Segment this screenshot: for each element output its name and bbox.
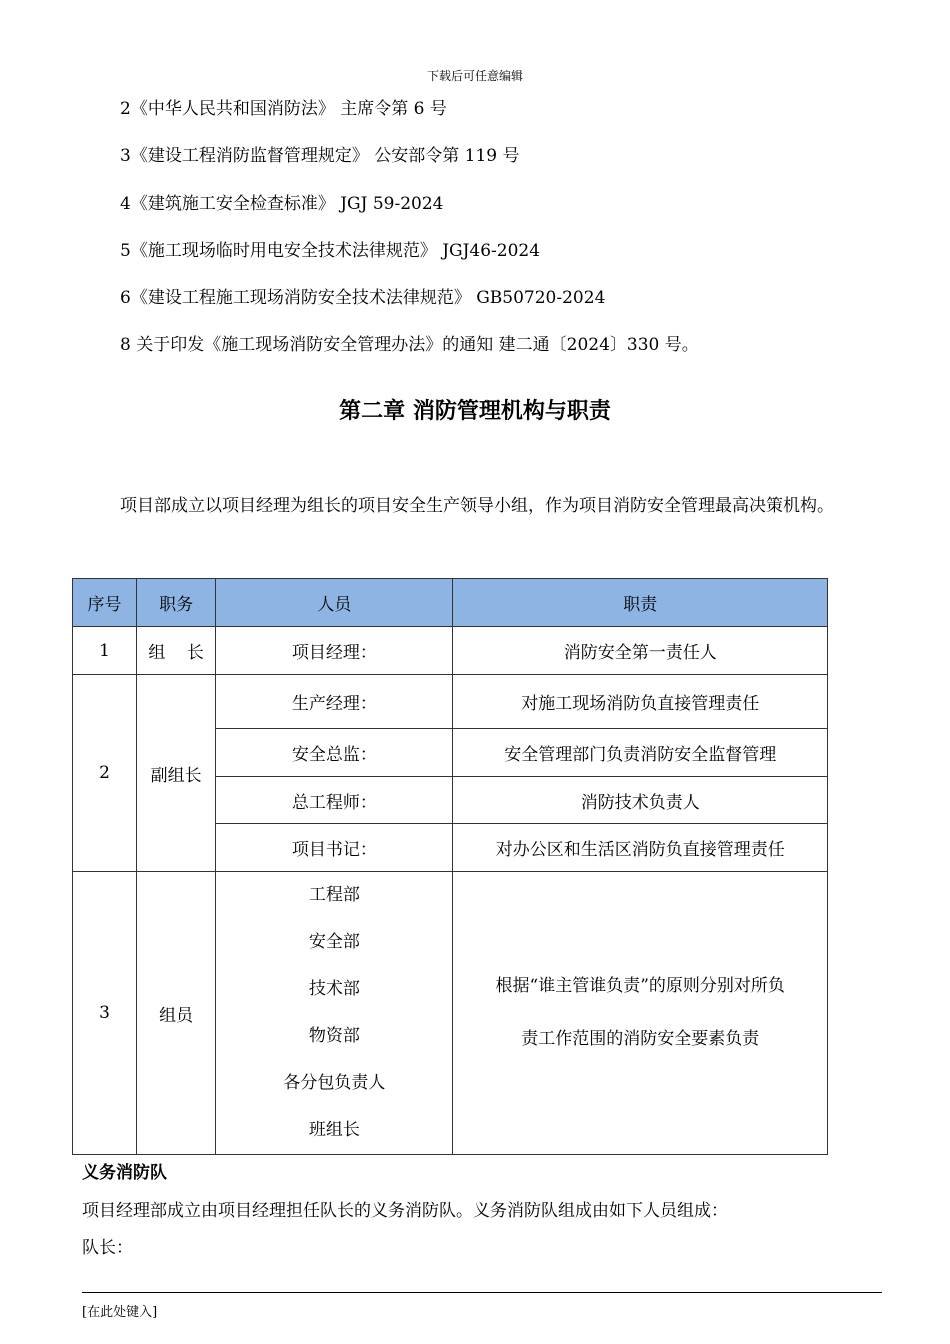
cell-duty xyxy=(453,872,828,1155)
member-item: 班组长 xyxy=(308,1120,360,1140)
reference-item: 3《建设工程消防监督管理规定》 公安部令第 119 号 xyxy=(120,146,520,167)
cell-no: 2 xyxy=(73,675,137,872)
cell-duty: 对施工现场消防负直接管理责任 xyxy=(453,675,828,729)
cell-person: 总工程师： xyxy=(216,777,453,824)
reference-item: 6《建设工程施工现场消防安全技术法律规范》 GB50720-2024 xyxy=(120,288,606,309)
reference-list xyxy=(120,95,699,379)
organization-table xyxy=(72,578,828,1155)
reference-item: 2《中华人民共和国消防法》 主席令第 6 号 xyxy=(120,99,447,119)
cell-duty: 消防安全第一责任人 xyxy=(453,627,828,675)
member-item: 各分包负责人 xyxy=(283,1073,386,1093)
captain-label: 队长： xyxy=(82,1238,133,1258)
intro-paragraph: 项目部成立以项目经理为组长的项目安全生产领导小组，作为项目消防安全管理最高决策机构。 xyxy=(120,496,834,516)
cell-person: 项目书记： xyxy=(216,824,453,872)
member-item: 工程部 xyxy=(308,885,360,905)
cell-duty: 消防技术负责人 xyxy=(453,777,828,824)
cell-role: 组员 xyxy=(137,872,216,1155)
duty-line: 责工作范围的消防安全要素负责 xyxy=(521,1029,760,1049)
cell-role: 副组长 xyxy=(137,675,216,872)
reference-item: 4《建筑施工安全检查标准》 JGJ 59-2024 xyxy=(120,193,444,214)
header-person: 人员 xyxy=(216,579,453,627)
cell-no: 1 xyxy=(73,627,137,675)
member-item: 技术部 xyxy=(308,979,360,999)
table-row xyxy=(73,872,828,1155)
header-role: 职务 xyxy=(137,579,216,627)
member-item: 安全部 xyxy=(308,932,360,952)
header-no: 序号 xyxy=(73,579,137,627)
section-paragraph: 项目经理部成立由项目经理担任队长的义务消防队。义务消防队组成由如下人员组成： xyxy=(82,1201,728,1221)
reference-item: 8 关于印发《施工现场消防安全管理办法》的通知 建二通〔2024〕330 号。 xyxy=(120,335,699,356)
cell-role: 组 长 xyxy=(137,627,216,675)
reference-item: 5《施工现场临时用电安全技术法律规范》 JGJ46-2024 xyxy=(120,240,541,261)
cell-person: 项目经理： xyxy=(216,627,453,675)
page-header-note: 下载后可任意编辑 xyxy=(426,69,523,83)
member-item: 物资部 xyxy=(308,1026,360,1046)
table-header-row xyxy=(73,579,828,627)
chapter-title: 第二章 消防管理机构与职责 xyxy=(339,399,611,424)
header-duty: 职责 xyxy=(453,579,828,627)
footer-divider xyxy=(82,1292,882,1293)
page-footer: [在此处键入] xyxy=(82,1305,158,1320)
cell-no: 3 xyxy=(73,872,137,1155)
table-row xyxy=(73,627,828,675)
cell-duty: 安全管理部门负责消防安全监督管理 xyxy=(453,729,828,777)
table-row xyxy=(73,675,828,729)
cell-person: 生产经理： xyxy=(216,675,453,729)
duty-line: 根据“谁主管谁负责”的原则分别对所负 xyxy=(495,976,785,996)
cell-members xyxy=(216,872,453,1155)
cell-person: 安全总监： xyxy=(216,729,453,777)
cell-duty: 对办公区和生活区消防负直接管理责任 xyxy=(453,824,828,872)
section-heading: 义务消防队 xyxy=(82,1163,167,1183)
